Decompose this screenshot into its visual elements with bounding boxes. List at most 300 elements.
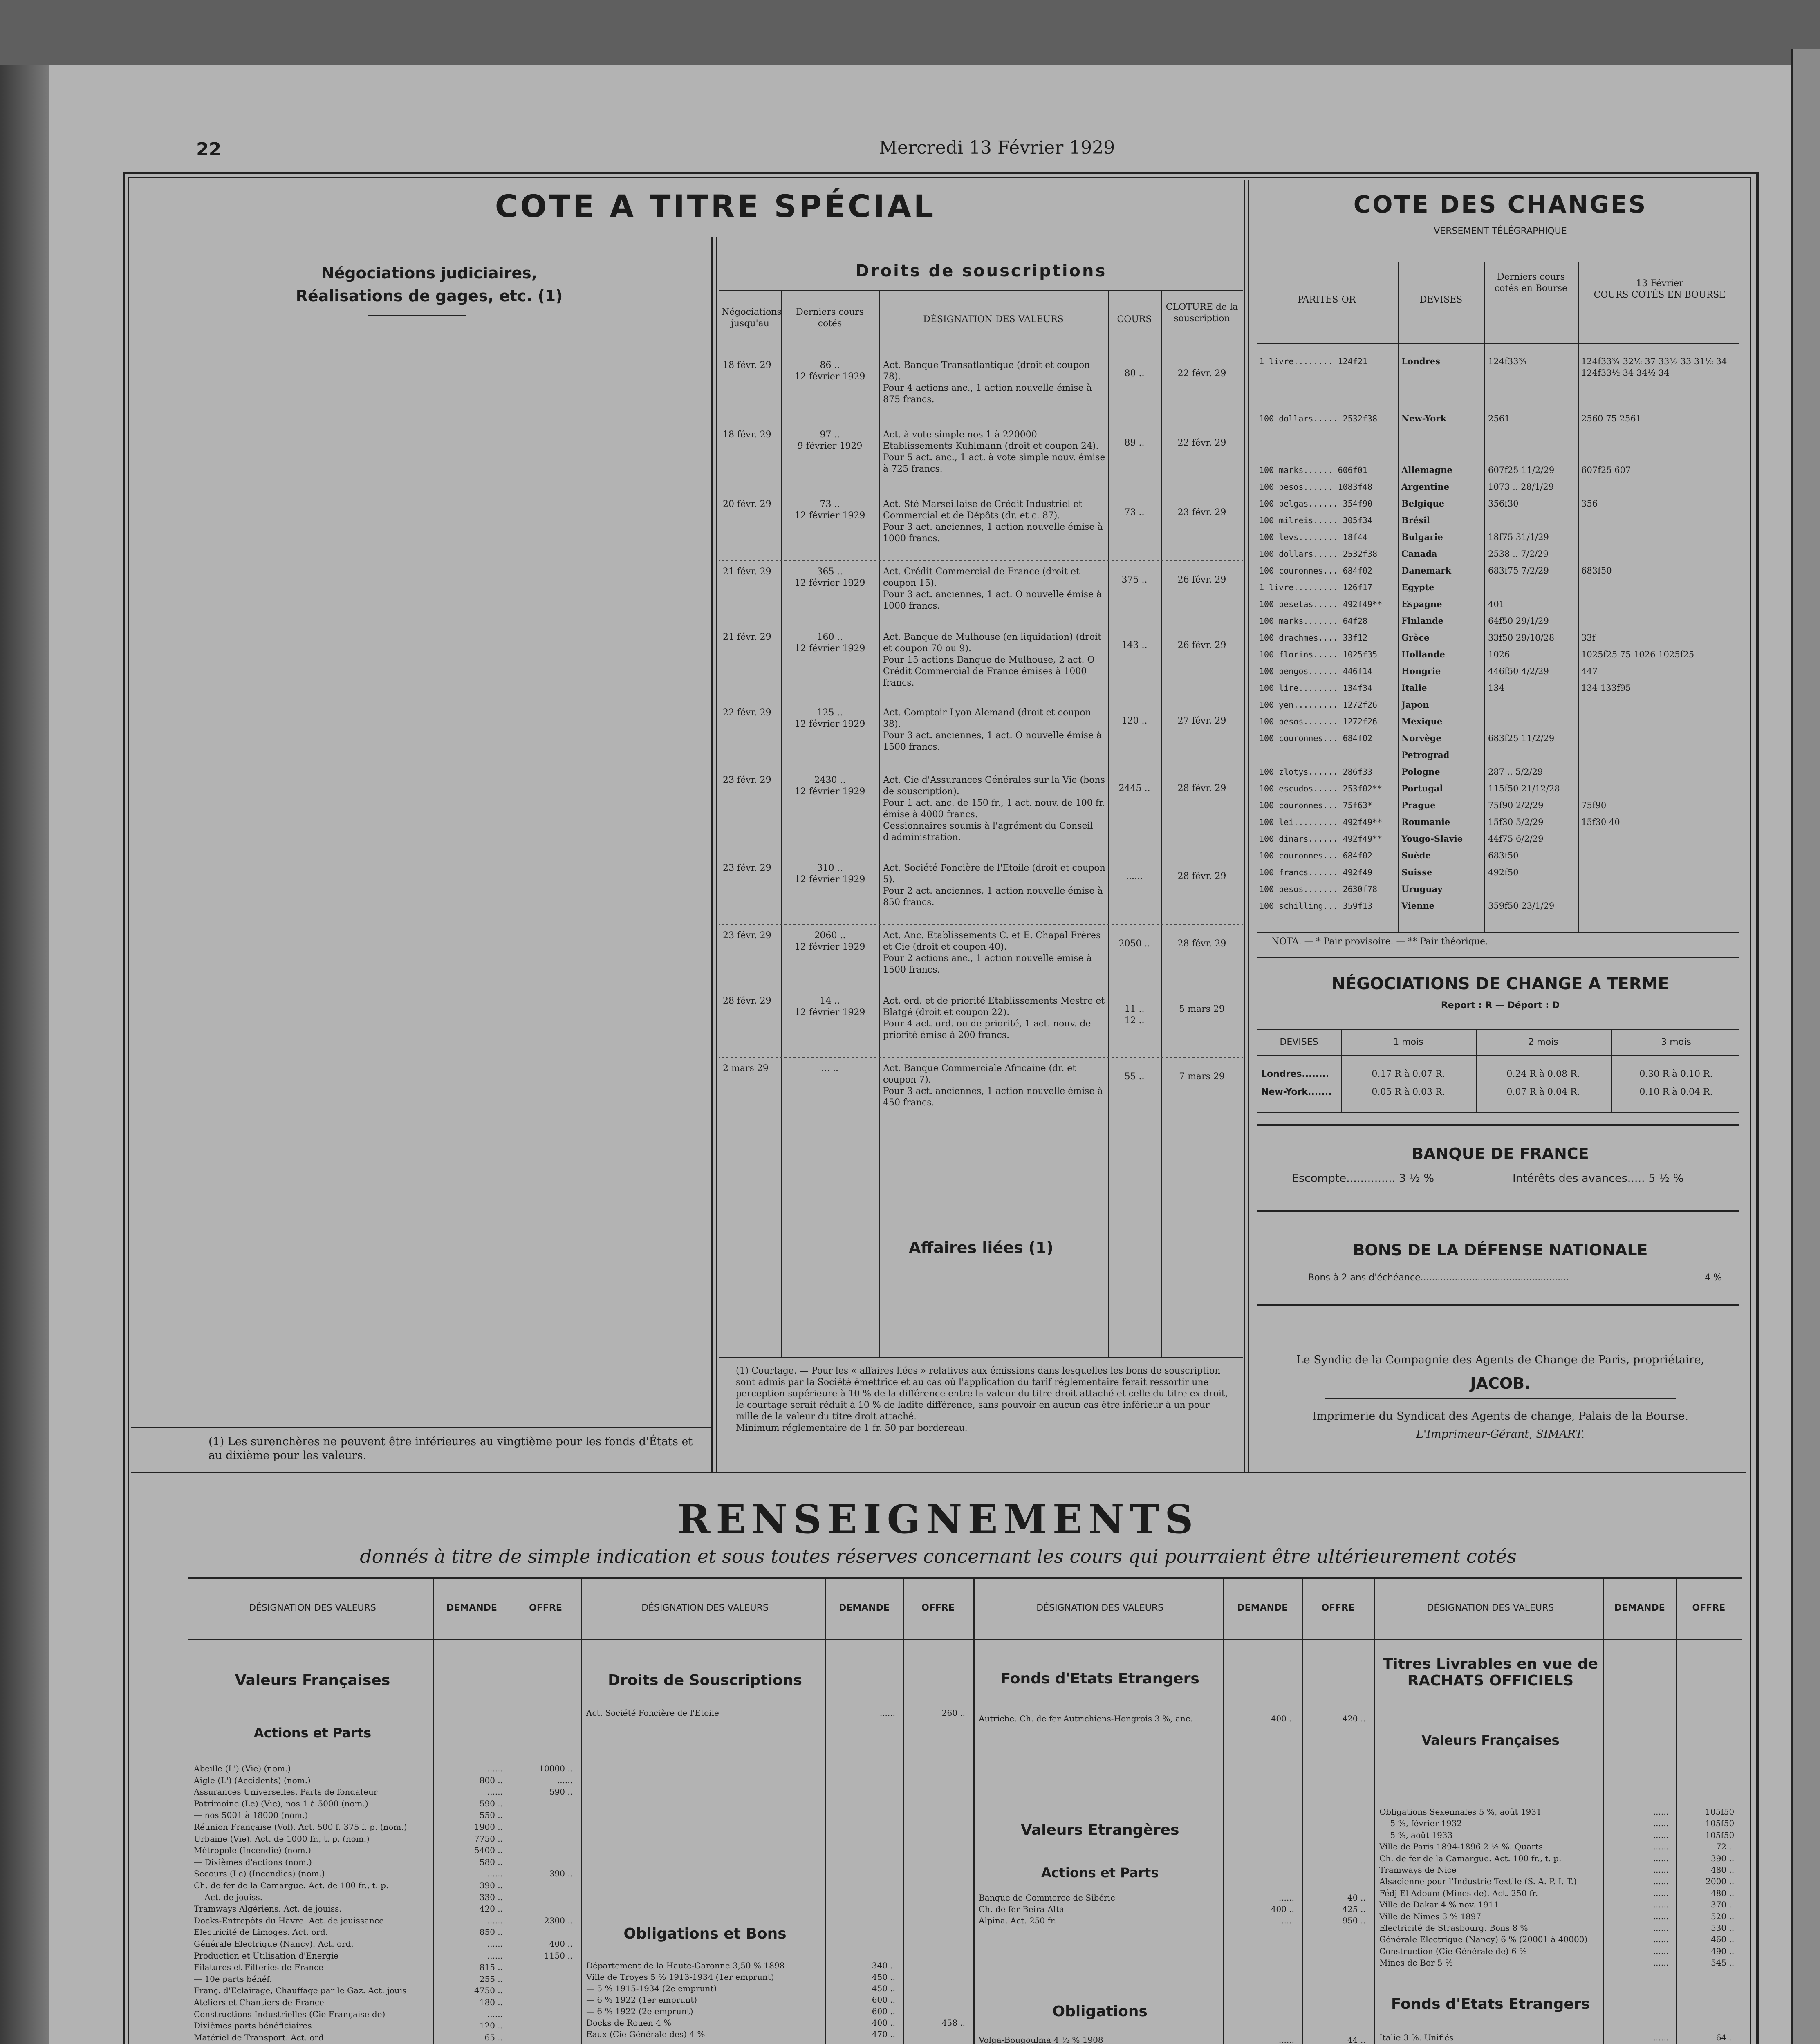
courtage-note: (1) Courtage. — Pour les « affaires liées » relatives aux émissions dans lesquelles les bons de souscription sont admis par la Société émettrice et au cas où l'application du tarif réglementaire ferait ressortir une perception supérieure à 10 % de la différence entre la valeur du titre droit attaché et celle du titre ex-droit, le courtage serait réduit à 10 % de ladite différence, sans pouvoir en aucun cas être inférieur à un pour mille de la valeur du titre droit attaché. Minimum réglementaire de 1 fr. 50 par bordereau. xyxy=(736,1366,1228,1433)
change-devise: New-York xyxy=(1401,413,1446,424)
rens-rule-head xyxy=(188,1639,1742,1640)
souscription-cours: 143 .. xyxy=(1121,640,1148,650)
change-devise: Hollande xyxy=(1401,649,1445,659)
change-dernier: 683f25 11/2/29 xyxy=(1488,733,1555,743)
souscription-date: 22 févr. 29 xyxy=(723,708,771,718)
change-parite: 100 couronnes... 684f02 xyxy=(1259,566,1372,576)
rens-row-demande: 390 .. xyxy=(479,1880,503,1890)
rens-row-designation: Dixièmes parts bénéficiaires xyxy=(194,2021,312,2031)
rens-row-demande: 420 .. xyxy=(479,1904,503,1914)
change-parite: 100 francs...... 492f49 xyxy=(1259,867,1372,877)
bons-rate: 4 % xyxy=(1705,1273,1722,1283)
souscription-cours: 375 .. xyxy=(1121,575,1148,585)
souscription-cours: ...... xyxy=(1126,871,1143,881)
changes-header-derniers: Derniers cours cotés en Bourse xyxy=(1494,272,1568,294)
rens-row-designation: — Dixièmes d'actions (nom.) xyxy=(194,1857,312,1867)
change-dernier: 683f75 7/2/29 xyxy=(1488,566,1549,576)
rens-row-demande: ...... xyxy=(1653,1842,1669,1852)
souscriptions-col-4 xyxy=(1161,290,1162,1357)
rens-rule-top xyxy=(188,1577,1742,1579)
souscription-cours: 89 .. xyxy=(1124,438,1145,448)
change-cours: 124f33¾ 32½ 37 33½ 33 31½ 34 124f33½ 34 34½ 34 xyxy=(1581,356,1727,378)
rens-header-offre: OFFRE xyxy=(529,1603,562,1613)
change-dernier: 134 xyxy=(1488,683,1505,693)
change-devise: Brésil xyxy=(1401,515,1430,525)
rens-row-offre: 105f50 xyxy=(1705,1830,1735,1840)
rens-row-demande: ...... xyxy=(487,1915,503,1925)
change-devise: Vienne xyxy=(1401,901,1435,911)
change-dernier: 33f50 29/10/28 xyxy=(1488,633,1555,643)
change-parite: 100 milreis..... 305f34 xyxy=(1259,515,1372,525)
rens-row-designation: Ville de Nîmes 3 % 1897 xyxy=(1379,1911,1482,1921)
syndic-name: JACOB. xyxy=(1470,1374,1531,1392)
rens-row-designation: Fédj El Adoum (Mines de). Act. 250 fr. xyxy=(1379,1888,1538,1898)
change-parite: 100 dinars...... 492f49** xyxy=(1259,834,1383,844)
souscription-cloture: 22 févr. 29 xyxy=(1177,368,1226,379)
rens-row-designation: Electricité de Strasbourg. Bons 8 % xyxy=(1379,1923,1528,1933)
souscription-last: 2430 .. 12 février 1929 xyxy=(794,775,865,797)
souscription-cours: 11 .. 12 .. xyxy=(1124,1004,1145,1026)
rens-row-designation: — 5 % 1915-1934 (2e emprunt) xyxy=(586,1983,717,1993)
rens-row-designation: — Act. de jouiss. xyxy=(194,1892,263,1902)
souscription-date: 18 févr. 29 xyxy=(723,360,771,370)
rens-row-designation: Alpina. Act. 250 fr. xyxy=(979,1916,1056,1925)
rens-row-demande: ...... xyxy=(487,1869,503,1879)
rens-row-offre: 520 .. xyxy=(1710,1911,1735,1921)
change-dernier: 44f75 6/2/29 xyxy=(1488,834,1544,844)
rens-col-divider-1 xyxy=(581,1577,582,2044)
change-dernier: 359f50 23/1/29 xyxy=(1488,901,1555,911)
rens-row-demande: ...... xyxy=(1653,1900,1669,1910)
rens-row-demande: 850 .. xyxy=(479,1927,503,1937)
rens-row-offre: 105f50 xyxy=(1705,1807,1735,1817)
rens-row-demande: 550 .. xyxy=(479,1810,503,1820)
rens-row-demande: 5400 .. xyxy=(474,1845,503,1856)
souscription-cours: 73 .. xyxy=(1124,507,1145,518)
bons-line: Bons à 2 ans d'échéance.................................................... xyxy=(1308,1273,1569,1283)
courtage-rule xyxy=(719,1357,1243,1358)
rens-row-demande: ...... xyxy=(1653,1807,1669,1817)
rens-heading: Actions et Parts xyxy=(1041,1865,1159,1880)
change-dernier: 18f75 31/1/29 xyxy=(1488,532,1549,542)
rens-heading: Valeurs Etrangères xyxy=(1020,1822,1179,1838)
rens-row-designation: Eaux (Cie Générale des) 4 % xyxy=(586,2029,705,2039)
change-dernier: 683f50 xyxy=(1488,851,1519,861)
page-date: Mercredi 13 Février 1929 xyxy=(879,137,1115,158)
rens-row-offre: 1150 .. xyxy=(544,1950,573,1961)
change-devise: Egypte xyxy=(1401,582,1434,592)
souscription-date: 23 févr. 29 xyxy=(723,863,771,873)
rens-row-demande: 1900 .. xyxy=(474,1822,503,1832)
changes-col-2 xyxy=(1484,262,1485,932)
rens-row-demande: ...... xyxy=(1653,1853,1669,1863)
terme-header-3: 3 mois xyxy=(1661,1037,1691,1047)
change-cours: 15f30 40 xyxy=(1581,817,1620,827)
rens-row-offre: 2300 .. xyxy=(544,1915,573,1925)
souscription-cours: 120 .. xyxy=(1121,716,1148,726)
souscriptions-title: Droits de souscriptions xyxy=(855,262,1107,280)
rens-row-designation: Tramways de Nice xyxy=(1379,1865,1457,1875)
change-cours: 356 xyxy=(1581,499,1598,509)
speciale-title: COTE A TITRE SPÉCIAL xyxy=(495,188,936,224)
terme-header-1: 1 mois xyxy=(1393,1037,1423,1047)
change-devise: Portugal xyxy=(1401,783,1443,793)
next-page-edge xyxy=(1791,49,1820,2044)
banque-title: BANQUE DE FRANCE xyxy=(1412,1145,1589,1163)
souscription-date: 20 févr. 29 xyxy=(723,499,771,509)
souscription-last: 160 .. 12 février 1929 xyxy=(794,632,865,654)
rens-row-designation: — nos 5001 à 18000 (nom.) xyxy=(194,1810,308,1820)
change-cours: 1025f25 75 1026 1025f25 xyxy=(1581,650,1694,659)
rens-heading: Obligations xyxy=(1052,2003,1148,2020)
change-dernier: 2561 xyxy=(1488,414,1510,424)
bons-section-rule xyxy=(1257,1304,1739,1306)
change-parite: 100 pesos...... 1083f48 xyxy=(1259,482,1372,492)
change-devise: Yougo-Slavie xyxy=(1401,834,1463,844)
rens-row-designation: Italie 3 %. Unifiés xyxy=(1379,2033,1454,2042)
rens-row-offre: 480 .. xyxy=(1710,1865,1735,1875)
souscription-date: 21 févr. 29 xyxy=(723,567,771,577)
rens-title: RENSEIGNEMENTS xyxy=(677,1496,1199,1542)
souscription-last: 310 .. 12 février 1929 xyxy=(794,863,865,885)
change-dernier: 15f30 5/2/29 xyxy=(1488,817,1544,827)
rens-row-offre: 530 .. xyxy=(1710,1923,1735,1933)
rens-row-offre: 64 .. xyxy=(1716,2033,1735,2042)
change-cours: 607f25 607 xyxy=(1581,465,1631,475)
rens-header-designation: DÉSIGNATION DES VALEURS xyxy=(641,1603,769,1613)
rens-subcol-line xyxy=(1223,1577,1224,2044)
rens-row-designation: — 10e parts bénéf. xyxy=(194,1974,272,1984)
rens-heading: Fonds d'Etats Etrangers xyxy=(1391,1996,1590,2013)
rens-row-demande: 255 .. xyxy=(479,1974,503,1984)
rens-row-demande: 815 .. xyxy=(479,1962,503,1972)
rens-subcol-line xyxy=(903,1577,904,2044)
bons-title: BONS DE LA DÉFENSE NATIONALE xyxy=(1353,1241,1648,1259)
terme-1mois: 0.05 R à 0.03 R. xyxy=(1372,1087,1445,1097)
change-dernier: 1026 xyxy=(1488,650,1510,659)
rens-heading: Obligations et Bons xyxy=(623,1925,787,1942)
change-parite: 100 dollars..... 2532f38 xyxy=(1259,549,1377,559)
rens-header-designation: DÉSIGNATION DES VALEURS xyxy=(1427,1603,1554,1613)
syndic-line-3: L'Imprimeur-Gérant, SIMART. xyxy=(1416,1428,1585,1441)
change-parite: 100 marks....... 64f28 xyxy=(1259,616,1367,626)
change-parite: 100 couronnes... 684f02 xyxy=(1259,851,1372,861)
rens-row-demande: 600 .. xyxy=(872,1995,895,2005)
rens-row-demande: ...... xyxy=(1278,2035,1294,2044)
souscription-desc: Act. Cie d'Assurances Générales sur la Vie (bons de souscription). Pour 1 act. anc. de 150 fr., 1 act. nouv. de 100 fr. émise à 4000 francs. Cessionnaires soumis à l'agrément du Conseil d'administration. xyxy=(883,775,1105,843)
divider-speciale-2 xyxy=(716,237,717,1472)
rens-row-designation: Franç. d'Eclairage, Chauffage par le Gaz. Act. jouis xyxy=(194,1986,407,1996)
change-devise: Argentine xyxy=(1401,482,1449,492)
rens-row-designation: Matériel de Transport. Act. ord. xyxy=(194,2032,327,2042)
souscription-separator xyxy=(719,1057,1243,1058)
rens-row-designation: Métropole (Incendie) (nom.) xyxy=(194,1845,311,1856)
rens-row-designation: Alsacienne pour l'Industrie Textile (S. A. P. I. T.) xyxy=(1379,1876,1577,1887)
rens-row-demande: ...... xyxy=(1278,1916,1294,1925)
page-number: 22 xyxy=(196,139,222,160)
souscription-cloture: 28 févr. 29 xyxy=(1177,871,1226,881)
rens-heading: Valeurs Françaises xyxy=(1421,1732,1560,1748)
rens-row-demande: ...... xyxy=(1653,1958,1669,1968)
rens-row-demande: ...... xyxy=(1278,1893,1294,1903)
rens-header-designation: DÉSIGNATION DES VALEURS xyxy=(249,1603,376,1613)
rens-row-offre: ...... xyxy=(557,1775,573,1785)
change-dernier: 607f25 11/2/29 xyxy=(1488,465,1555,475)
terme-devise: New-York....... xyxy=(1261,1087,1332,1097)
change-parite: 1 livre......... 126f17 xyxy=(1259,583,1372,592)
souscription-desc: Act. Crédit Commercial de France (droit et coupon 15). Pour 3 act. anciennes, 1 act. O nouvelle émise à 1000 francs. xyxy=(883,567,1102,611)
changes-col-3 xyxy=(1578,262,1579,932)
change-cours: 683f50 xyxy=(1581,566,1612,576)
souscription-desc: Act. ord. et de priorité Etablissements Mestre et Blatgé (droit et coupon 22). Pour 4 act. ord. ou de priorité, 1 act. nouv. de priorité émise à 200 francs. xyxy=(883,996,1105,1040)
rens-row-demande: 7750 .. xyxy=(474,1833,503,1844)
rens-row-demande: 330 .. xyxy=(479,1892,503,1902)
rens-row-designation: Ch. de fer de la Camargue. Act. 100 fr., t. p. xyxy=(1379,1853,1562,1863)
changes-header-cours: 13 Février COURS COTÉS EN BOURSE xyxy=(1594,278,1726,300)
rens-header-demande: DEMANDE xyxy=(1237,1603,1288,1613)
speciale-footnote: (1) Les surenchères ne peuvent être inférieures au vingtième pour les fonds d'États et au dixième pour les valeurs. xyxy=(208,1435,693,1462)
souscription-cloture: 26 févr. 29 xyxy=(1177,575,1226,585)
rens-row-offre: 72 .. xyxy=(1716,1842,1735,1852)
rens-col-divider-3 xyxy=(1374,1577,1375,2044)
banque-section-rule xyxy=(1257,1210,1739,1212)
terme-2mois: 0.24 R à 0.08 R. xyxy=(1506,1069,1580,1079)
souscriptions-header-designation: DÉSIGNATION DES VALEURS xyxy=(923,314,1064,325)
change-parite: 100 couronnes... 75f63* xyxy=(1259,800,1372,810)
rens-row-designation: — 6 % 1922 (1er emprunt) xyxy=(586,1995,697,2005)
change-dernier: 356f30 xyxy=(1488,499,1519,509)
rens-row-demande: ...... xyxy=(1653,1865,1669,1875)
change-parite: 100 belgas...... 354f90 xyxy=(1259,499,1372,509)
rens-row-designation: Ville de Paris 1894-1896 2 ½ %. Quarts xyxy=(1379,1842,1543,1852)
rens-heading: Actions et Parts xyxy=(253,1725,372,1741)
rens-row-demande: 400 .. xyxy=(1271,1904,1294,1914)
terme-1mois: 0.17 R à 0.07 R. xyxy=(1372,1069,1445,1079)
rens-row-offre: 390 .. xyxy=(549,1869,573,1879)
rens-row-designation: Ateliers et Chantiers de France xyxy=(194,1997,324,2007)
negociations-heading: Négociations judiciaires, Réalisations de gages, etc. (1) xyxy=(296,264,563,305)
rens-row-demande: ...... xyxy=(487,1950,503,1961)
rens-row-demande: 340 .. xyxy=(872,1961,895,1970)
rens-heading: Fonds d'Etats Etrangers xyxy=(1000,1670,1199,1687)
rens-row-offre: 480 .. xyxy=(1710,1888,1735,1898)
rens-row-designation: Tramways Algériens. Act. de jouiss. xyxy=(194,1904,342,1914)
rens-row-offre: 370 .. xyxy=(1710,1900,1735,1910)
rens-row-designation: Autriche. Ch. de fer Autrichiens-Hongrois 3 %, anc. xyxy=(979,1714,1193,1724)
terme-col-1 xyxy=(1341,1029,1342,1112)
rens-header-designation: DÉSIGNATION DES VALEURS xyxy=(1036,1603,1164,1613)
change-devise: Italie xyxy=(1401,683,1427,693)
rens-row-designation: Act. Société Foncière de l'Etoile xyxy=(586,1708,719,1718)
change-parite: 100 lire........ 134f34 xyxy=(1259,683,1372,693)
souscription-desc: Act. à vote simple nos 1 à 220000 Etablissements Kuhlmann (droit et coupon 24). Pour 5 act. anc., 1 act. à vote simple nouv. émise à 725 francs. xyxy=(883,430,1105,474)
change-parite: 100 yen......... 1272f26 xyxy=(1259,700,1377,710)
change-devise: Londres xyxy=(1401,356,1440,366)
banque-escompte: Escompte.............. 3 ½ % xyxy=(1292,1172,1434,1185)
rens-row-designation: Générale Electrique (Nancy) 6 % (20001 à 40000) xyxy=(1379,1934,1588,1945)
souscription-date: 18 févr. 29 xyxy=(723,430,771,440)
rens-row-designation: Production et Utilisation d'Energie xyxy=(194,1950,339,1961)
souscriptions-col-1 xyxy=(781,290,782,1357)
terme-devise: Londres........ xyxy=(1261,1069,1329,1079)
change-devise: Norvège xyxy=(1401,733,1441,743)
terme-col-3 xyxy=(1611,1029,1612,1112)
change-parite: 100 florins..... 1025f35 xyxy=(1259,650,1377,659)
rens-row-designation: Ville de Troyes 5 % 1913-1934 (1er emprunt) xyxy=(586,1972,774,1982)
souscription-cours: 55 .. xyxy=(1124,1071,1145,1082)
change-parite: 100 lei......... 492f49** xyxy=(1259,817,1383,827)
rens-row-demande: 65 .. xyxy=(484,2032,503,2042)
souscriptions-col-3 xyxy=(1108,290,1109,1357)
souscription-last: 73 .. 12 février 1929 xyxy=(794,499,865,521)
change-parite: 100 pengos...... 446f14 xyxy=(1259,666,1372,676)
rens-header-demande: DEMANDE xyxy=(839,1603,890,1613)
page-binding xyxy=(0,65,49,2044)
change-cours: 75f90 xyxy=(1581,800,1607,810)
change-devise: Allemagne xyxy=(1401,465,1452,475)
souscription-desc: Act. Anc. Etablissements C. et E. Chapal Frères et Cie (droit et coupon 40). Pour 2 actions anc., 1 action nouvelle émise à 1500 francs. xyxy=(883,930,1101,975)
syndic-line-2: Imprimerie du Syndicat des Agents de change, Palais de la Bourse. xyxy=(1312,1410,1688,1423)
change-devise: Danemark xyxy=(1401,565,1451,576)
rens-row-designation: — 6 % 1922 (2e emprunt) xyxy=(586,2006,693,2016)
rens-row-offre: 390 .. xyxy=(1710,1853,1735,1863)
changes-rule-head xyxy=(1257,343,1739,344)
rens-row-demande: ...... xyxy=(487,2009,503,2019)
rens-row-offre: 420 .. xyxy=(1342,1714,1366,1724)
change-devise: Bulgarie xyxy=(1401,532,1443,542)
changes-nota: NOTA. — * Pair provisoire. — ** Pair théorique. xyxy=(1271,937,1488,947)
souscription-desc: Act. Banque Transatlantique (droit et coupon 78). Pour 4 actions anc., 1 action nouvelle émise à 875 francs. xyxy=(883,360,1092,405)
rens-row-offre: 545 .. xyxy=(1710,1958,1735,1968)
souscription-desc: Act. Banque de Mulhouse (en liquidation) (droit et coupon 70 ou 9). Pour 15 actions Banque de Mulhouse, 2 act. O Crédit Commercial de France émises à 1000 francs. xyxy=(883,632,1101,688)
change-dernier: 401 xyxy=(1488,599,1505,609)
souscription-last: 2060 .. 12 février 1929 xyxy=(794,930,865,952)
syndic-rule xyxy=(1325,1398,1676,1399)
change-cours: 33f xyxy=(1581,633,1596,643)
terme-3mois: 0.30 R à 0.10 R. xyxy=(1639,1069,1713,1079)
rens-row-designation: Aigle (L') (Accidents) (nom.) xyxy=(194,1775,311,1785)
souscriptions-header-cours: COURS xyxy=(1117,314,1152,325)
rens-header-demande: DEMANDE xyxy=(446,1603,497,1613)
souscription-last: 365 .. 12 février 1929 xyxy=(794,567,865,588)
change-devise: Mexique xyxy=(1401,716,1443,726)
terme-header-2: 2 mois xyxy=(1528,1037,1558,1047)
rens-row-designation: Docks-Entrepôts du Havre. Act. de jouissance xyxy=(194,1915,384,1925)
change-cours: 134 133f95 xyxy=(1581,683,1631,693)
souscription-last: 14 .. 12 février 1929 xyxy=(794,996,865,1018)
rens-row-designation: Secours (Le) (Incendies) (nom.) xyxy=(194,1869,325,1879)
souscription-cloture: 7 mars 29 xyxy=(1179,1071,1225,1082)
banque-interets: Intérêts des avances..... 5 ½ % xyxy=(1513,1172,1684,1185)
change-parite: 100 escudos..... 253f02** xyxy=(1259,784,1383,793)
souscription-last: 97 .. 9 février 1929 xyxy=(797,430,863,451)
souscription-cloture: 27 févr. 29 xyxy=(1177,716,1226,726)
rens-row-demande: ...... xyxy=(487,1939,503,1949)
rens-row-demande: 400 .. xyxy=(1271,1714,1294,1724)
change-devise: Prague xyxy=(1401,800,1436,810)
rens-row-demande: ...... xyxy=(879,1708,895,1718)
rens-row-demande: ...... xyxy=(1653,1923,1669,1933)
terme-3mois: 0.10 R à 0.04 R. xyxy=(1639,1087,1713,1097)
changes-header-parites: PARITÉS-OR xyxy=(1297,295,1356,305)
souscription-cloture: 26 févr. 29 xyxy=(1177,640,1226,650)
change-devise: Pologne xyxy=(1401,766,1440,777)
rens-row-designation: Patrimoine (Le) (Vie), nos 1 à 5000 (nom.) xyxy=(194,1798,368,1809)
souscription-last: 86 .. 12 février 1929 xyxy=(794,360,865,382)
souscriptions-rule-top xyxy=(719,290,1243,291)
souscription-date: 23 févr. 29 xyxy=(723,775,771,785)
souscription-cloture: 23 févr. 29 xyxy=(1177,507,1226,518)
rens-header-demande: DEMANDE xyxy=(1614,1603,1665,1613)
rens-row-offre: 400 .. xyxy=(549,1939,573,1949)
rens-row-demande: ...... xyxy=(1653,1830,1669,1840)
rens-row-designation: Volga-Bougoulma 4 ½ % 1908 xyxy=(979,2035,1103,2044)
rens-row-offre: 40 .. xyxy=(1347,1893,1366,1903)
rens-header-offre: OFFRE xyxy=(921,1603,955,1613)
rens-row-offre: 105f50 xyxy=(1705,1818,1735,1829)
souscription-desc: Act. Sté Marseillaise de Crédit Industriel et Commercial et de Dépôts (dr. et c. 87). Pour 3 act. anciennes, 1 action nouvelle émise à 1000 francs. xyxy=(883,499,1103,544)
change-dernier: 287 .. 5/2/29 xyxy=(1488,767,1543,777)
change-dernier: 2538 .. 7/2/29 xyxy=(1488,549,1549,559)
changes-rule-bottom xyxy=(1257,932,1739,933)
change-devise: Finlande xyxy=(1401,616,1444,626)
rens-row-designation: — 5 %, février 1932 xyxy=(1379,1818,1462,1829)
rens-row-offre: 44 .. xyxy=(1347,2035,1366,2044)
rens-row-demande: ...... xyxy=(487,1764,503,1773)
terme-rule-top xyxy=(1257,1029,1739,1030)
rens-heading: Droits de Souscriptions xyxy=(608,1672,802,1689)
change-devise: Belgique xyxy=(1401,498,1445,509)
rens-row-designation: Mines de Bor 5 % xyxy=(1379,1958,1453,1968)
terme-header-devises: DEVISES xyxy=(1280,1037,1318,1047)
rens-row-offre: 460 .. xyxy=(1710,1934,1735,1945)
rens-row-designation: Ch. de fer Beira-Alta xyxy=(979,1904,1065,1914)
change-devise: Uruguay xyxy=(1401,884,1443,894)
change-parite: 1 livre........ 124f21 xyxy=(1259,356,1367,366)
change-cours: 447 xyxy=(1581,666,1598,676)
rens-row-designation: Département de la Haute-Garonne 3,50 % 1898 xyxy=(586,1961,785,1970)
rens-row-demande: 450 .. xyxy=(872,1972,895,1982)
rens-row-designation: Constructions Industrielles (Cie Française de) xyxy=(194,2009,386,2019)
rens-row-designation: Réunion Française (Vol). Act. 500 f. 375 f. p. (nom.) xyxy=(194,1822,407,1832)
change-devise: Roumanie xyxy=(1401,817,1450,827)
rens-row-designation: Construction (Cie Générale de) 6 % xyxy=(1379,1946,1527,1956)
changes-title: COTE DES CHANGES xyxy=(1353,191,1647,218)
change-devise: Hongrie xyxy=(1401,666,1441,676)
souscription-date: 23 févr. 29 xyxy=(723,930,771,941)
souscription-cours: 2445 .. xyxy=(1118,783,1150,793)
changes-header-devises: DEVISES xyxy=(1419,295,1463,305)
change-parite: 100 pesetas..... 492f49** xyxy=(1259,599,1383,609)
rens-row-demande: 470 .. xyxy=(872,2029,895,2039)
rens-row-demande: 180 .. xyxy=(479,1997,503,2007)
change-parite: 100 pesos....... 1272f26 xyxy=(1259,717,1377,726)
rens-row-offre: 490 .. xyxy=(1710,1946,1735,1956)
rens-row-designation: — 5 %, août 1933 xyxy=(1379,1830,1453,1840)
change-parite: 100 schilling... 359f13 xyxy=(1259,901,1372,911)
change-parite: 100 dollars..... 2532f38 xyxy=(1259,414,1377,424)
change-dernier: 75f90 2/2/29 xyxy=(1488,800,1544,810)
rens-row-demande: ...... xyxy=(1653,1888,1669,1898)
souscription-desc: Act. Société Foncière de l'Etoile (droit et coupon 5). Pour 2 act. anciennes, 1 action nouvelle émise à 850 francs. xyxy=(883,863,1105,908)
souscription-desc: Act. Comptoir Lyon-Alemand (droit et coupon 38). Pour 3 act. anciennes, 1 act. O nouvelle émise à 1500 francs. xyxy=(883,708,1102,752)
souscription-date: 21 févr. 29 xyxy=(723,632,771,642)
change-devise: Canada xyxy=(1401,549,1437,559)
change-parite: 100 zlotys...... 286f33 xyxy=(1259,767,1372,777)
divider-bottom xyxy=(131,1472,1746,1473)
rens-row-demande: ...... xyxy=(487,1787,503,1797)
rens-row-designation: Electricité de Limoges. Act. ord. xyxy=(194,1927,328,1937)
